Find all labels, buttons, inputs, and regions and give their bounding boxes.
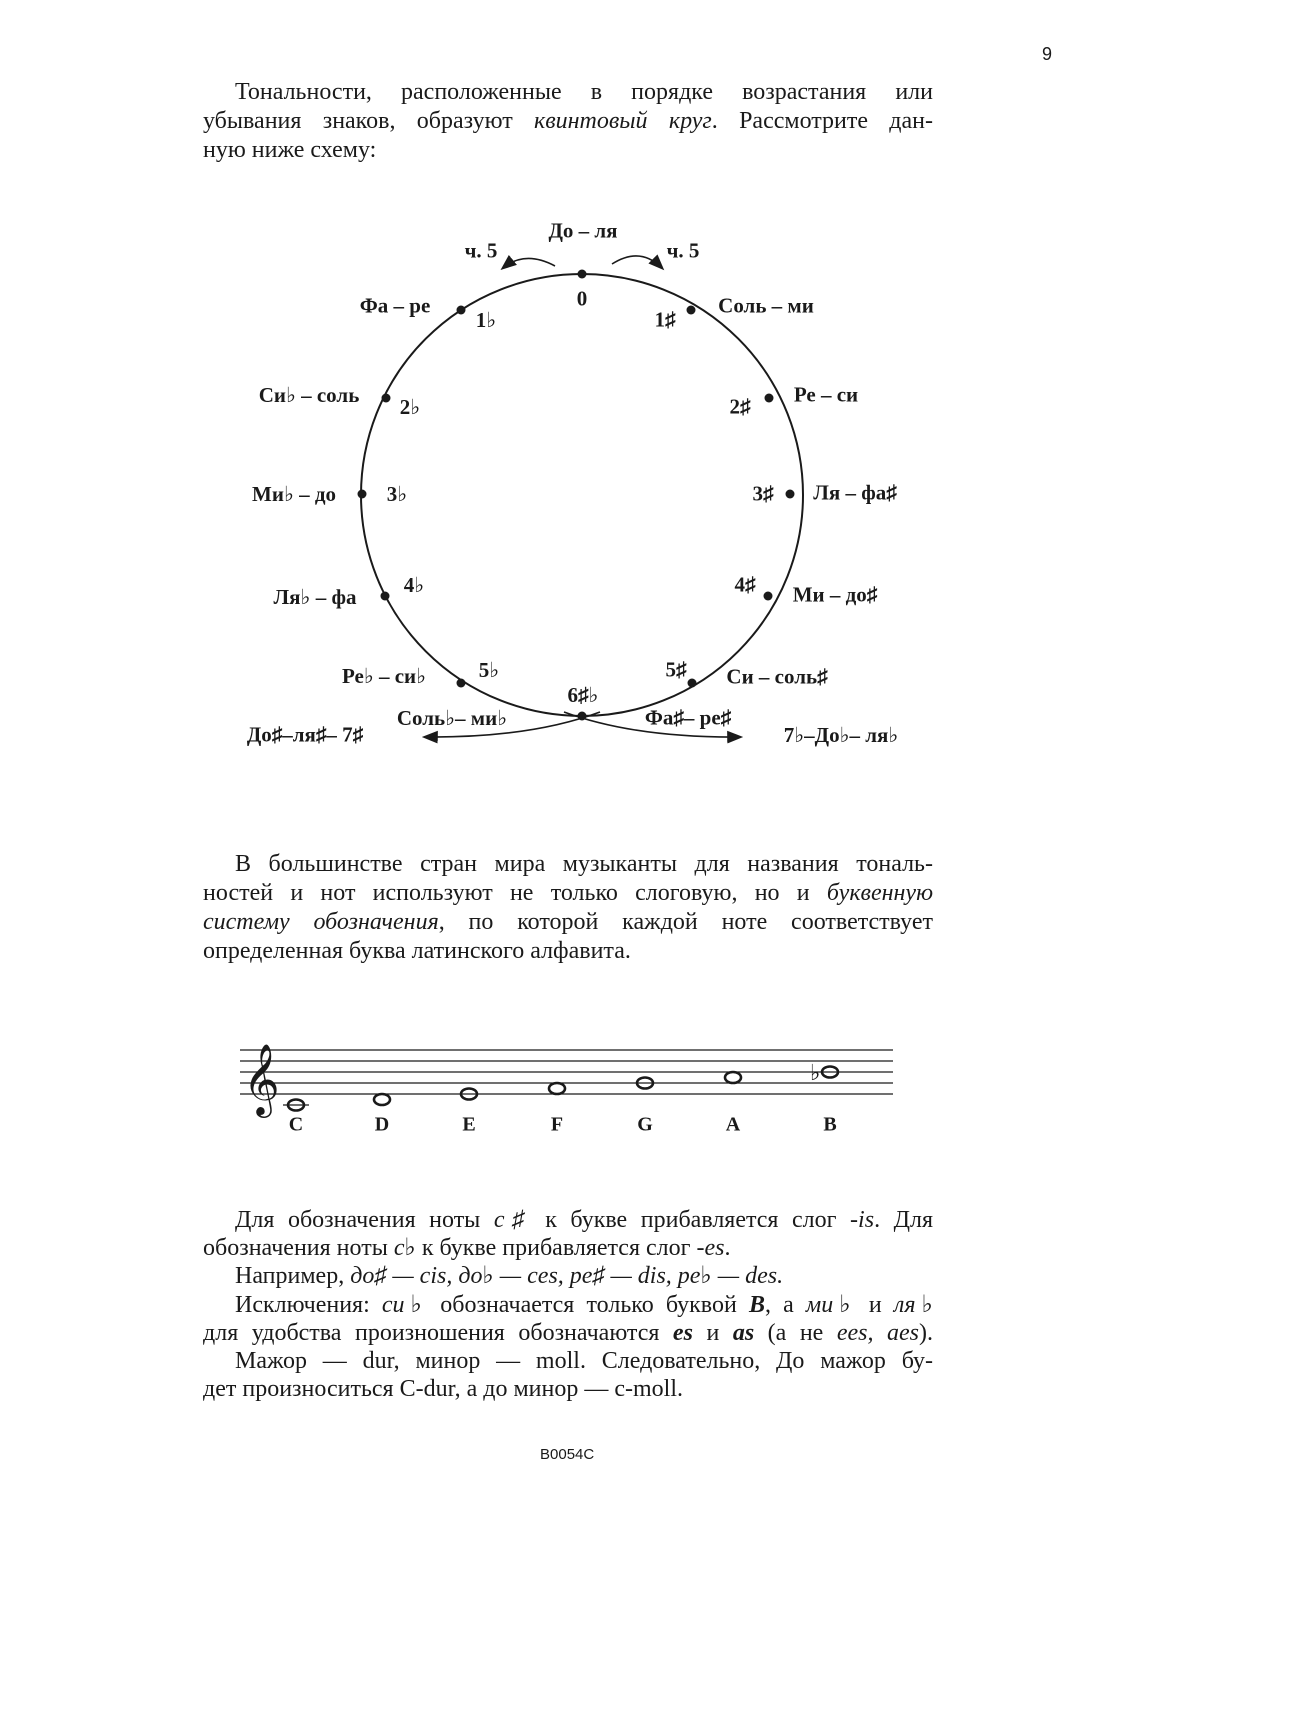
text-segment: Исключения: xyxy=(235,1292,382,1318)
text-segment: c♭ xyxy=(393,1235,416,1261)
sharp-count-label: 2♯ xyxy=(729,394,751,419)
text-segment: к букве прибавляется слог - xyxy=(531,1207,859,1233)
flat-count-label: 4♭ xyxy=(403,573,425,597)
text-line xyxy=(203,937,933,965)
text-line xyxy=(235,1206,933,1234)
text-segment: c♯ xyxy=(493,1207,532,1233)
flat-key-label: Ми♭ – до xyxy=(252,482,336,506)
notes xyxy=(288,1061,838,1111)
arrow-right-fifth xyxy=(612,256,662,268)
flat-count-label: 5♭ xyxy=(478,658,500,682)
interval-label-left: ч. 5 xyxy=(464,238,498,263)
text-segment: к букве прибавляется слог - xyxy=(415,1235,705,1261)
text-line xyxy=(235,850,933,878)
note-letter: F xyxy=(550,1113,564,1136)
text-line xyxy=(235,1291,933,1319)
text-segment: . xyxy=(724,1235,731,1261)
sharp-count-label: 1♯ xyxy=(654,307,676,332)
text-segment: определенная буква латинского алфавита. xyxy=(203,938,631,964)
footer-code: B0054C xyxy=(540,1446,595,1463)
text-segment: Например, xyxy=(235,1263,351,1289)
sharp-key-label: Ре – си xyxy=(793,382,859,407)
text-segment: обозначается только буквой xyxy=(428,1292,749,1318)
text-line xyxy=(203,908,933,936)
text-segment: до♯ — cis, до♭ — ces, ре♯ — dis, ре♭ — des. xyxy=(350,1263,784,1289)
sharp-count-label: 4♯ xyxy=(734,572,756,597)
text-segment: Мажор — dur, минор — moll. Следовательно, До мажор бу- xyxy=(235,1348,933,1374)
sharp-count-label: 3♯ xyxy=(752,481,774,506)
sharp-key-label: Ми – до♯ xyxy=(792,582,878,607)
interval-label-right: ч. 5 xyxy=(666,238,700,263)
text-segment: B xyxy=(748,1292,765,1318)
sharp-key-label: Си – соль♯ xyxy=(726,664,828,689)
music-staff xyxy=(240,1050,893,1105)
flat-count-label: 3♭ xyxy=(386,482,408,506)
text-segment: Тональности, расположенные в порядке возрастания или xyxy=(235,79,933,105)
text-segment: ми♭ xyxy=(805,1292,857,1318)
count-label-six: 6♯♭ xyxy=(567,683,599,707)
sharp-key-label: Ля – фа♯ xyxy=(813,480,897,505)
treble-clef-icon: 𝄞 xyxy=(243,1042,280,1115)
text-segment: и xyxy=(692,1320,733,1346)
text-line xyxy=(235,1262,933,1290)
text-segment: обозначения ноты xyxy=(203,1235,394,1261)
text-line xyxy=(203,1375,933,1403)
note-letter: D xyxy=(374,1113,390,1136)
flat-key-label: Ре♭ – си♭ xyxy=(341,664,427,688)
sharp-count-label: 5♯ xyxy=(665,657,687,682)
text-segment: дет произноситься C-dur, а до минор — c-moll. xyxy=(203,1376,683,1402)
text-segment: ную ниже схему: xyxy=(203,137,377,163)
text-segment: и xyxy=(856,1292,894,1318)
flat-key-label: Ля♭ – фа xyxy=(273,585,357,609)
whole-note xyxy=(374,1094,390,1105)
six-flat-key-label: Соль♭– ми♭ xyxy=(396,706,508,730)
seven-flat-label: 7♭–До♭– ля♭ xyxy=(783,723,899,747)
text-line xyxy=(203,1319,933,1347)
text-segment: . Для xyxy=(874,1207,934,1233)
key-label-top: До – ля xyxy=(548,218,618,243)
flat-key-label: Фа – ре xyxy=(359,293,431,318)
text-segment: ees, aes xyxy=(836,1320,920,1346)
whole-note xyxy=(549,1083,565,1094)
note-letter: C xyxy=(288,1113,304,1136)
key-dots xyxy=(358,270,795,721)
text-segment: ля♭ xyxy=(893,1292,933,1318)
text-segment: , по которой каждой ноте соответствует xyxy=(438,909,933,935)
text-segment: , а xyxy=(764,1292,806,1318)
flat-count-label: 2♭ xyxy=(399,395,421,419)
text-line xyxy=(203,1234,933,1262)
text-line xyxy=(235,1347,933,1375)
page-number: 9 xyxy=(1042,44,1053,64)
note-letter: B xyxy=(823,1113,837,1136)
text-segment: буквенную xyxy=(826,880,933,906)
count-label-zero: 0 xyxy=(576,286,588,311)
note-letter: E xyxy=(462,1113,476,1136)
whole-note xyxy=(725,1072,741,1083)
text-segment: (а не xyxy=(754,1320,837,1346)
text-segment: is xyxy=(858,1207,875,1233)
flat-key-label: Си♭ – соль xyxy=(258,383,360,407)
text-segment: . Рассмотрите дан- xyxy=(711,108,934,134)
text-segment: ностей и нот используют не только слоговую, но и xyxy=(203,880,827,906)
text-segment: В большинстве стран мира музыканты для названия тональ- xyxy=(235,851,933,877)
text-segment: Для обозначения ноты xyxy=(235,1207,494,1233)
text-segment: убывания знаков, образуют xyxy=(203,108,534,134)
note-letter: G xyxy=(637,1113,653,1136)
text-segment: систему обозначения xyxy=(203,909,439,935)
text-segment: квинтовый круг xyxy=(534,108,712,134)
text-segment: as xyxy=(732,1320,755,1346)
arrow-left-fifth xyxy=(503,258,555,268)
flat-count-label: 1♭ xyxy=(475,308,497,332)
text-segment: es xyxy=(704,1235,725,1261)
seven-sharp-label: До♯–ля♯– 7♯ xyxy=(246,722,364,747)
text-segment: для удобства произношения обозначаются xyxy=(203,1320,673,1346)
text-line xyxy=(203,879,933,907)
note-letter: A xyxy=(725,1113,741,1136)
sharp-key-label: Соль – ми xyxy=(718,293,814,318)
text-segment: си♭ xyxy=(381,1292,429,1318)
six-sharp-key-label: Фа♯– ре♯ xyxy=(644,705,732,730)
flat-icon: ♭ xyxy=(810,1061,821,1086)
text-segment: es xyxy=(672,1320,693,1346)
circle xyxy=(361,274,803,716)
text-segment: ). xyxy=(919,1320,934,1346)
